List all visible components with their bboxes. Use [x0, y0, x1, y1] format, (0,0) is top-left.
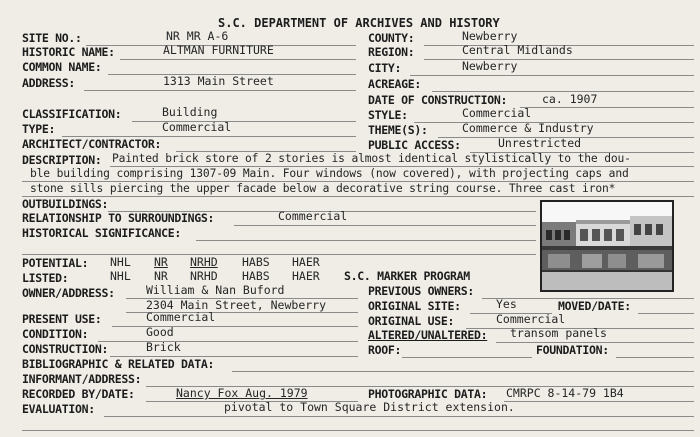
listed-option-nhl: NHL [110, 269, 131, 283]
informant-label: INFORMANT/ADDRESS: [22, 372, 142, 386]
outbuildings-label: OUTBUILDINGS: [22, 197, 109, 211]
relationship-value: Commercial [278, 209, 348, 223]
description-line-1: Painted brick store of 2 stories is almost identical stylistically to the dou- [112, 152, 631, 165]
present-use-label: PRESENT USE: [22, 312, 102, 326]
classification-value: Building [162, 105, 218, 119]
construction-label: CONSTRUCTION: [22, 342, 109, 356]
condition-value: Good [146, 325, 174, 339]
public-access-label: PUBLIC ACCESS: [368, 138, 461, 152]
roof-line [402, 357, 532, 358]
potential-label: POTENTIAL: [22, 256, 89, 270]
historic-name-line [120, 59, 356, 60]
type-label: TYPE: [22, 122, 56, 136]
altered-label: ALTERED/UNALTERED: [368, 328, 488, 342]
city-value: Newberry [462, 59, 518, 73]
potential-option-nhl: NHL [110, 255, 131, 269]
description-line-2: ble building comprising 1307-09 Main. Four windows (now covered), with projecting caps and [30, 167, 629, 180]
date-of-construction-line [520, 107, 694, 108]
public-access-value: Unrestricted [498, 136, 582, 150]
construction-value: Brick [146, 340, 181, 354]
bibliographic-label: BIBLIOGRAPHIC & RELATED DATA: [22, 357, 215, 371]
date-of-construction-label: DATE OF CONSTRUCTION: [368, 93, 508, 107]
architect-label: ARCHITECT/CONTRACTOR: [22, 137, 162, 151]
acreage-label: ACREAGE: [368, 77, 421, 91]
county-label: COUNTY: [368, 31, 415, 45]
description-label: DESCRIPTION: [22, 153, 102, 167]
foundation-line [616, 357, 694, 358]
original-site-value: Yes [496, 297, 517, 311]
present-use-value: Commercial [146, 310, 216, 324]
description-line-3: stone sills piercing the upper facade below a decorative string course. Three cast iron* [30, 182, 616, 195]
site-no-value: NR MR A-6 [166, 29, 229, 43]
original-use-label: ORIGINAL USE: [368, 314, 455, 328]
photographic-data-line [504, 401, 694, 402]
moved-date-line [638, 313, 694, 314]
listed-label: LISTED: [22, 271, 69, 285]
date-of-construction-value: ca. 1907 [542, 92, 598, 106]
style-label: STYLE: [368, 108, 408, 122]
historical-significance-line [196, 240, 536, 241]
city-label: CITY: [368, 61, 402, 75]
card-title: S.C. DEPARTMENT OF ARCHIVES AND HISTORY [218, 16, 500, 30]
altered-value: transom panels [510, 326, 607, 340]
historical-significance-label: HISTORICAL SIGNIFICANCE: [22, 226, 181, 240]
listed-option-nr: NR [154, 269, 168, 283]
address-value: 1313 Main Street [163, 74, 274, 88]
condition-label: CONDITION: [22, 327, 89, 341]
recorded-by-label: RECORDED BY/DATE: [22, 387, 135, 401]
style-value: Commercial [462, 106, 532, 120]
evaluation-line [104, 416, 694, 417]
address-label: ADDRESS: [22, 76, 75, 90]
classification-label: CLASSIFICATION: [22, 107, 122, 121]
city-line [410, 75, 694, 76]
listed-option-nrhd: NRHD [190, 269, 218, 283]
potential-option-habs: HABS [242, 255, 270, 269]
moved-date-label: MOVED/DATE: [558, 299, 631, 313]
relationship-label: RELATIONSHIP TO SURROUNDINGS: [22, 211, 215, 225]
theme-label: THEME(S): [368, 123, 428, 137]
historic-name-value: ALTMAN FURNITURE [163, 43, 274, 57]
region-value: Central Midlands [462, 43, 573, 57]
building-photo-image [542, 202, 672, 290]
type-value: Commercial [162, 120, 232, 134]
previous-owners-label: PREVIOUS OWNERS: [368, 284, 474, 298]
evaluation-extra-line [22, 430, 694, 431]
potential-option-haer: HAER [292, 255, 320, 269]
potential-option-nr: NR [154, 255, 168, 269]
theme-value: Commerce & Industry [462, 121, 594, 135]
owner-line-1: William & Nan Buford [146, 283, 285, 297]
listed-option-habs: HABS [242, 269, 270, 283]
photographic-data-label: PHOTOGRAPHIC DATA: [368, 387, 488, 401]
recorded-by-value: Nancy Fox Aug. 1979 [176, 386, 308, 400]
owner-label: OWNER/ADDRESS: [22, 286, 115, 300]
evaluation-value: pivotal to Town Square District extension. [224, 400, 515, 414]
address-line [84, 90, 356, 91]
original-use-value: Commercial [496, 312, 566, 326]
site-no-label: SITE NO.: [22, 31, 82, 45]
region-label: REGION: [368, 45, 415, 59]
description-rule-3 [22, 196, 694, 197]
condition-line [98, 341, 358, 342]
evaluation-label: EVALUATION: [22, 402, 95, 416]
common-name-label: COMMON NAME: [22, 60, 102, 74]
original-site-label: ORIGINAL SITE: [368, 299, 461, 313]
bibliographic-line [232, 371, 694, 372]
photographic-data-value: CMRPC 8-14-79 1B4 [506, 386, 624, 400]
foundation-label: FOUNDATION: [536, 343, 609, 357]
potential-option-nrhd: NRHD [190, 255, 218, 269]
county-value: Newberry [462, 29, 518, 43]
roof-label: ROOF: [368, 343, 402, 357]
listed-option-haer: HAER [292, 269, 320, 283]
relationship-line [234, 225, 536, 226]
significance-extra-line [22, 254, 536, 255]
marker-program-label: S.C. MARKER PROGRAM [344, 269, 470, 283]
historic-name-label: HISTORIC NAME: [22, 45, 115, 59]
owner-line-2: 2304 Main Street, Newberry [146, 298, 327, 312]
building-photo [540, 200, 674, 292]
